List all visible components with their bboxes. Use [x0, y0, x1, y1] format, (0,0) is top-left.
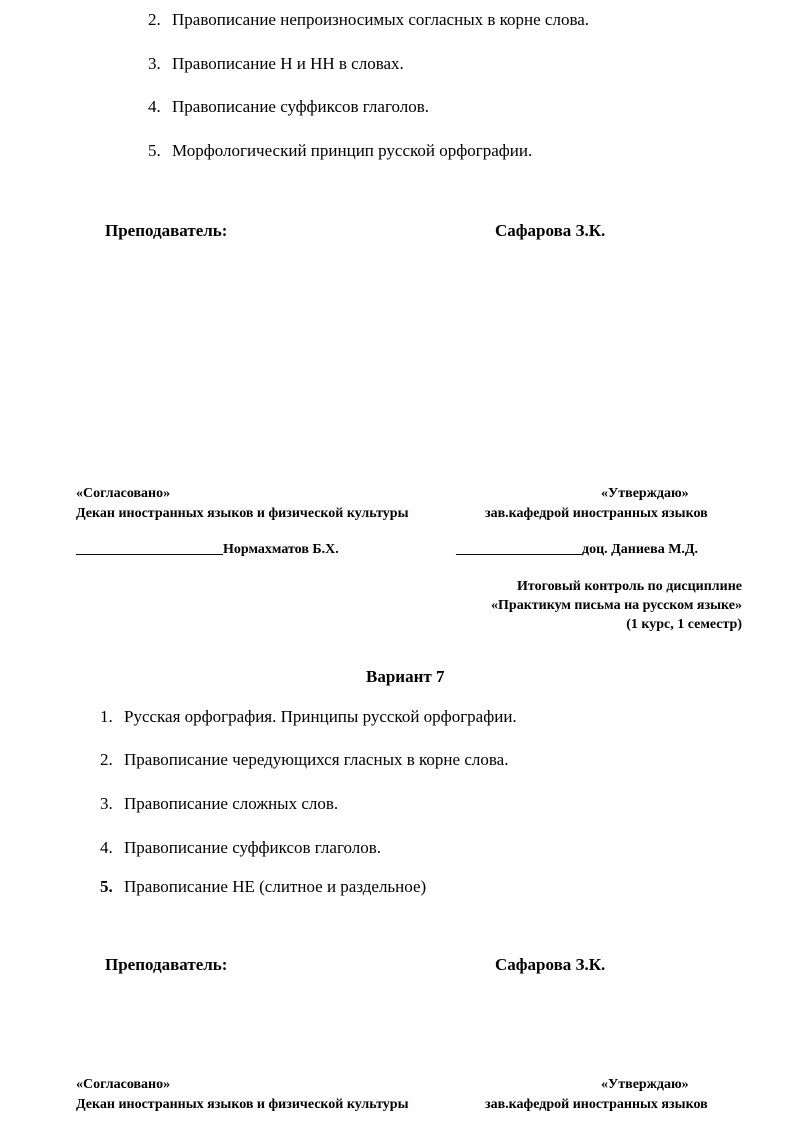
dean-title: Декан иностранных языков и физической культуры — [76, 506, 409, 521]
agreed-label: «Согласовано» — [76, 486, 171, 501]
list-item — [100, 707, 517, 727]
list-text: Правописание сложных слов. — [124, 794, 339, 813]
list-number: 3. — [100, 794, 113, 813]
list-number: 3. — [148, 54, 161, 73]
list-item — [100, 877, 426, 897]
head-title: зав.кафедрой иностранных языков — [485, 1097, 708, 1112]
list-item — [100, 794, 338, 814]
list-number: 4. — [148, 97, 161, 116]
list-item — [100, 750, 508, 770]
teacher-name: Сафарова З.К. — [495, 221, 606, 240]
teacher-label: Преподаватель: — [105, 955, 228, 974]
exam-header-line2: «Практикум письма на русском языке» — [491, 598, 742, 613]
exam-header-line1: Итоговый контроль по дисциплине — [517, 579, 742, 594]
list-text: Правописание суффиксов глаголов. — [124, 838, 382, 857]
list-text: Правописание НЕ (слитное и раздельное) — [124, 877, 427, 896]
dean-title: Декан иностранных языков и физической культуры — [76, 1097, 409, 1112]
approve-label: «Утверждаю» — [601, 1077, 689, 1092]
exam-header-line3: (1 курс, 1 семестр) — [626, 617, 742, 632]
teacher-label: Преподаватель: — [105, 221, 228, 240]
list-item — [148, 10, 589, 30]
list-number: 5. — [100, 877, 113, 896]
dean-signature-line: _____________________Нормахматов Б.Х. — [76, 542, 339, 557]
list-item — [100, 838, 381, 858]
list-text: Русская орфография. Принципы русской орфографии. — [124, 707, 517, 726]
list-item — [148, 97, 429, 117]
approve-label: «Утверждаю» — [601, 486, 689, 501]
variant-title: Вариант 7 — [366, 667, 445, 686]
list-item — [148, 141, 532, 161]
list-number: 4. — [100, 838, 113, 857]
list-text: Правописание непроизносимых согласных в корне слова. — [172, 10, 590, 29]
head-signature-line: __________________доц. Даниева М.Д. — [456, 542, 699, 557]
list-text: Правописание Н и НН в словах. — [172, 54, 404, 73]
list-text: Морфологический принцип русской орфографии. — [172, 141, 533, 160]
list-number: 2. — [100, 750, 113, 769]
agreed-label: «Согласовано» — [76, 1077, 171, 1092]
list-number: 2. — [148, 10, 161, 29]
list-number: 5. — [148, 141, 161, 160]
list-text: Правописание суффиксов глаголов. — [172, 97, 430, 116]
teacher-name: Сафарова З.К. — [495, 955, 606, 974]
list-number: 1. — [100, 707, 113, 726]
head-title: зав.кафедрой иностранных языков — [485, 506, 708, 521]
list-text: Правописание чередующихся гласных в корне слова. — [124, 750, 509, 769]
list-item — [148, 54, 404, 74]
